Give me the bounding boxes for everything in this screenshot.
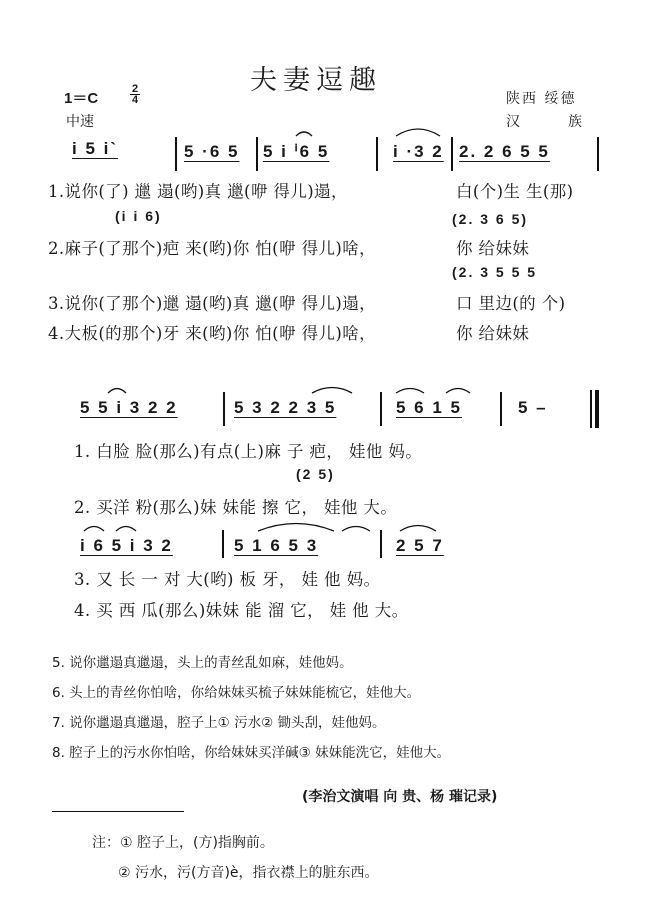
footnote-1: 注：① 腔子上，(方)指胸前。 bbox=[92, 835, 274, 851]
verse-7: 7. 说你邋遢真邋遢，腔子上① 污水② 锄头刮，娃他妈。 bbox=[52, 715, 386, 731]
s2-measure-4-notes: 5 – bbox=[518, 398, 548, 417]
slur-s2-m1 bbox=[108, 389, 126, 394]
s2-lyric-verse-4: 4. 买 西 瓜(那么)妹妹 能 溜 它， 娃 他 大。 bbox=[74, 601, 409, 620]
s2-alt-notes-3: 2 5 7 bbox=[396, 536, 444, 555]
s1-measure-4-notes: i ·3 2 bbox=[393, 142, 444, 161]
s1-lyric-verse-4: 4.大板(的那个)牙 来(哟)你 怕(咿 得儿)啥， bbox=[48, 324, 377, 343]
s2-lyric-verse-2: 2. 买洋 粉(那么)妹 妹能 擦 它， 娃他 大。 bbox=[74, 498, 398, 517]
slur-s1-m3 bbox=[296, 132, 312, 136]
slur-alt-2 bbox=[116, 527, 136, 532]
song-region: 陕西 绥德 bbox=[506, 91, 577, 107]
s1-lyric-verse-2-end: 你 给妹妹 bbox=[456, 239, 530, 258]
slur-s1-m4 bbox=[396, 129, 440, 136]
song-title: 夫妻逗趣 bbox=[250, 65, 382, 96]
meter-bottom: 4 bbox=[131, 94, 139, 106]
footnote-divider bbox=[52, 811, 184, 812]
slur-alt-1 bbox=[84, 527, 104, 532]
tempo-marking: 中速 bbox=[66, 114, 94, 130]
s1-lyric-verse-4-end: 你 给妹妹 bbox=[456, 324, 530, 343]
s1-lyric-verse-1-end: 白(个)生 生(那) bbox=[456, 182, 574, 201]
s1-lyric-verse-2: 2.麻子(了那个)疤 来(哟)你 怕(咿 得儿)啥， bbox=[48, 239, 377, 258]
verse-6: 6. 头上的青丝你怕啥，你给妹妹买梳子妹妹能梳它，娃他大。 bbox=[52, 685, 421, 701]
s2-measure-2-notes: 5 3 2 2 3 5 bbox=[234, 398, 337, 417]
slur-s2-m2 bbox=[312, 388, 352, 394]
s1-measure-1-notes: i 5 i` bbox=[72, 139, 119, 158]
s2-measure-3-notes: 5 6 1 5 bbox=[396, 398, 462, 417]
verse-8: 8. 腔子上的污水你怕啥，你给妹妹买洋碱③ 妹妹能洗它，娃他大。 bbox=[52, 745, 451, 761]
s2-alt-notes-2: 5 1 6 5 3 bbox=[234, 536, 319, 555]
s1-variant-notes-2: (2. 3 6 5) bbox=[452, 211, 529, 227]
s1-lyric-verse-3-end: 口 里边(的 个) bbox=[456, 294, 566, 313]
s2-alt-notes-1: i 6 5 i 3 2 bbox=[80, 536, 173, 555]
s1-variant-notes-1: (i i 6) bbox=[115, 208, 162, 224]
slur-s2-m3a bbox=[396, 389, 424, 394]
meter-top: 2 bbox=[131, 83, 139, 95]
slur-alt-3 bbox=[258, 524, 334, 532]
key-signature: 1＝C bbox=[64, 90, 99, 107]
s1-measure-3-notes: 5 i ⁱ6 5 bbox=[263, 142, 330, 161]
slur-alt-4 bbox=[342, 527, 370, 532]
s2-lyric-verse-3: 3. 又 长 一 对 大(哟) 板 牙， 娃 他 妈。 bbox=[74, 570, 381, 589]
slur-alt-5 bbox=[400, 526, 436, 532]
ethnicity-part-1: 汉 bbox=[506, 114, 520, 130]
s2-variant-notes: (2 5) bbox=[296, 466, 335, 482]
s1-measure-2-notes: 5 ·6 5 bbox=[184, 142, 240, 161]
verse-5: 5. 说你邋遢真邋遢，头上的青丝乱如麻，娃他妈。 bbox=[52, 655, 353, 671]
slur-s2-m3b bbox=[446, 389, 470, 394]
ethnicity-part-2: 族 bbox=[568, 114, 582, 130]
s1-lyric-verse-3: 3.说你(了那个)邋 遢(哟)真 邋(咿 得儿)遢， bbox=[48, 294, 377, 313]
s1-lyric-verse-1: 1.说你(了) 邋 遢(哟)真 邋(咿 得儿)遢， bbox=[48, 182, 348, 201]
s1-variant-notes-3: (2. 3 5 5 5 bbox=[452, 264, 538, 280]
footnote-2: ② 污水，污(方音)è，指衣襟上的脏东西。 bbox=[118, 865, 379, 881]
s2-measure-1-notes: 5 5 i 3 2 2 bbox=[80, 398, 178, 417]
s2-lyric-verse-1: 1. 白脸 脸(那么)有点(上)麻 子 疤， 娃他 妈。 bbox=[74, 442, 423, 461]
performer-credit: (李治文演唱 向 贵、杨 璀记录) bbox=[302, 789, 498, 805]
s1-measure-5-notes: 2. 2 6 5 5 bbox=[459, 142, 550, 161]
